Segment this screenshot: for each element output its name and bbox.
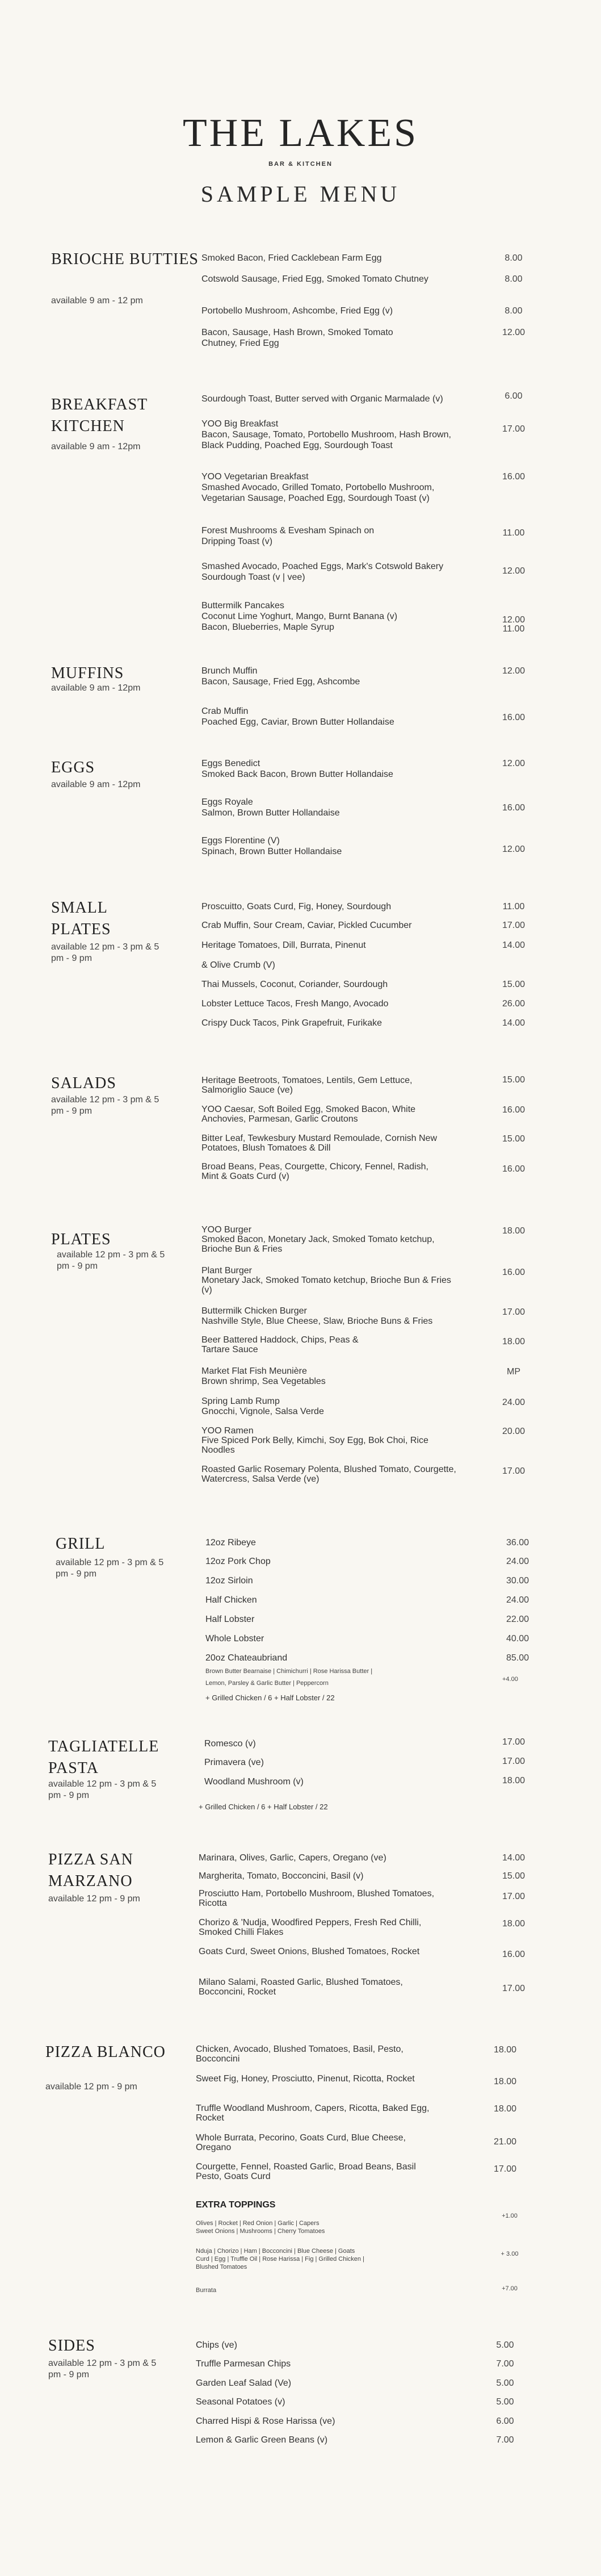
item-price: 14.00 <box>502 1018 526 1028</box>
item-price: +7.00 <box>502 2285 518 2292</box>
item-price: 36.00 <box>506 1538 529 1548</box>
item-price: 12.00 <box>502 615 526 625</box>
item-price: 24.00 <box>506 1557 529 1566</box>
menu-item: Brunch Muffin <box>201 666 258 676</box>
item-price: 17.00 <box>502 1307 526 1317</box>
menu-item: Roasted Garlic Rosemary Polenta, Blushed Tomato, Courgette, Watercress, Salsa Verde (ve) <box>201 1465 456 1484</box>
menu-item: Prosciutto Ham, Portobello Mushroom, Blushed Tomatoes, Ricotta <box>199 1889 435 1908</box>
section-availability: available 9 am - 12pm <box>51 442 141 451</box>
item-price: 18.00 <box>502 1226 526 1236</box>
extras-list: Sweet Onions | Mushrooms | Cherry Tomatoes <box>196 2228 325 2235</box>
item-price: +1.00 <box>502 2213 518 2219</box>
menu-item: Proscuitto, Goats Curd, Fig, Honey, Sourdough <box>201 902 392 911</box>
item-description: Five Spiced Pork Belly, Kimchi, Soy Egg, Bok Choi, Rice Noodles <box>201 1436 428 1455</box>
extras-list: Burrata <box>196 2287 217 2294</box>
menu-item: Eggs Benedict <box>201 759 260 768</box>
item-price: 8.00 <box>505 253 523 263</box>
item-price: 18.00 <box>493 2104 517 2114</box>
menu-item: Marinara, Olives, Garlic, Capers, Oregano (ve) <box>199 1853 386 1863</box>
menu-item: 20oz Chateaubriand <box>205 1653 288 1663</box>
menu-item: Chips (ve) <box>196 2340 237 2350</box>
item-price: 24.00 <box>506 1595 529 1605</box>
menu-item: Thai Mussels, Coconut, Coriander, Sourdough <box>201 980 388 989</box>
section-title-eggs: EGGS <box>51 759 95 776</box>
menu-item: YOO Ramen <box>201 1426 254 1436</box>
item-price: 5.00 <box>496 2397 514 2407</box>
menu-item: Woodland Mushroom (v) <box>204 1777 304 1787</box>
item-price: 18.00 <box>502 1919 526 1929</box>
item-price: 17.00 <box>502 921 526 930</box>
section-availability: available 12 pm - 3 pm & 5 pm - 9 pm <box>57 1250 165 1271</box>
item-price: 17.00 <box>502 1757 526 1766</box>
item-price: 18.00 <box>493 2045 517 2055</box>
item-price: +4.00 <box>502 1676 518 1683</box>
menu-item: Truffle Parmesan Chips <box>196 2359 291 2369</box>
menu-item: YOO Big Breakfast <box>201 419 279 429</box>
item-description: Bacon, Sausage, Fried Egg, Ashcombe <box>201 677 360 687</box>
section-availability: available 9 am - 12pm <box>51 683 141 693</box>
extras-list: Curd | Egg | Truffle Oil | Rose Harissa | Fig | Grilled Chicken | <box>196 2256 364 2263</box>
item-description: Nashville Style, Blue Cheese, Slaw, Brioche Buns & Fries <box>201 1316 433 1326</box>
item-price: 85.00 <box>506 1653 529 1663</box>
item-description: Smoked Back Bacon, Brown Butter Hollandaise <box>201 770 393 779</box>
menu-item: Sweet Fig, Honey, Prosciutto, Pinenut, Ricotta, Rocket <box>196 2074 415 2084</box>
menu-item: Portobello Mushroom, Ashcombe, Fried Egg (v) <box>201 306 393 316</box>
menu-item: Seasonal Potatoes (v) <box>196 2397 285 2407</box>
menu-item: Charred Hispi & Rose Harissa (ve) <box>196 2416 335 2426</box>
menu-item: Whole Burrata, Pecorino, Goats Curd, Blue Cheese, Oregano <box>196 2133 406 2152</box>
menu-item: Crab Muffin, Sour Cream, Caviar, Pickled Cucumber <box>201 921 412 930</box>
menu-item: Half Lobster <box>205 1615 255 1624</box>
item-description: Spinach, Brown Butter Hollandaise <box>201 847 342 856</box>
menu-title: SAMPLE MENU <box>200 181 401 207</box>
section-availability: available 12 pm - 9 pm <box>48 1894 140 1904</box>
item-price: 16.00 <box>502 803 526 813</box>
item-price: 22.00 <box>506 1615 529 1624</box>
item-price: 14.00 <box>502 940 526 950</box>
item-price: 30.00 <box>506 1576 529 1586</box>
item-price: + 3.00 <box>501 2251 519 2257</box>
item-description: Gnocchi, Vignole, Salsa Verde <box>201 1407 324 1416</box>
menu-item: Bacon, Sausage, Hash Brown, Smoked Tomato Chutney, Fried Egg <box>201 328 393 348</box>
item-price: 12.00 <box>502 328 526 337</box>
section-title-pizza-blanco: PIZZA BLANCO <box>45 2043 166 2061</box>
section-availability: available 9 am - 12pm <box>51 780 141 789</box>
section-title-brioche: BRIOCHE BUTTIES <box>51 250 199 268</box>
item-price: 16.00 <box>502 1164 526 1174</box>
menu-item: Cotswold Sausage, Fried Egg, Smoked Tomato Chutney <box>201 274 428 284</box>
menu-item: Garden Leaf Salad (Ve) <box>196 2378 292 2388</box>
menu-item: Sourdough Toast, Butter served with Organic Marmalade (v) <box>201 394 443 404</box>
sauces-list: Lemon, Parsley & Garlic Butter | Peppercorn <box>205 1680 329 1687</box>
section-availability: available 12 pm - 9 pm <box>45 2082 137 2092</box>
item-price: 24.00 <box>502 1398 526 1407</box>
menu-item: YOO Vegetarian Breakfast <box>201 472 309 482</box>
item-price: 7.00 <box>496 2359 514 2369</box>
item-price: MP <box>507 1367 520 1377</box>
item-price: 5.00 <box>496 2378 514 2388</box>
menu-item: Goats Curd, Sweet Onions, Blushed Tomatoes, Rocket <box>199 1947 420 1956</box>
menu-item: Chicken, Avocado, Blushed Tomatoes, Basil, Pesto, Bocconcini <box>196 2044 404 2064</box>
item-price: 16.00 <box>502 472 526 482</box>
menu-item: Eggs Florentine (V) <box>201 836 280 846</box>
item-description: Bacon, Blueberries, Maple Syrup <box>201 622 334 632</box>
item-description: Smashed Avocado, Grilled Tomato, Portobello Mushroom, Vegetarian Sausage, Poached Egg, Sourdough Toast (v) <box>201 483 435 503</box>
item-price: 18.00 <box>493 2077 517 2086</box>
extras-list: Olives | Rocket | Red Onion | Garlic | Capers <box>196 2220 320 2227</box>
item-price: 12.00 <box>502 844 526 854</box>
item-price: 11.00 <box>502 902 525 911</box>
section-availability: available 9 am - 12 pm <box>51 296 143 306</box>
item-price: 11.00 <box>502 528 525 538</box>
item-price: 16.00 <box>502 1105 526 1115</box>
brand-subtitle: BAR & KITCHEN <box>268 161 333 168</box>
menu-item: Spring Lamb Rump <box>201 1396 280 1406</box>
menu-item: Primavera (ve) <box>204 1758 264 1767</box>
addons-note: + Grilled Chicken / 6 + Half Lobster / 22 <box>205 1693 335 1702</box>
menu-item: Romesco (v) <box>204 1739 256 1749</box>
section-availability: available 12 pm - 3 pm & 5 pm - 9 pm <box>51 942 159 963</box>
item-description: Coconut Lime Yoghurt, Mango, Burnt Banana (v) <box>201 612 398 621</box>
brand-logo: THE LAKES <box>182 111 419 155</box>
section-availability: available 12 pm - 3 pm & 5 pm - 9 pm <box>56 1558 164 1579</box>
item-price: 15.00 <box>502 1075 526 1085</box>
section-title-plates: PLATES <box>51 1231 111 1248</box>
item-price: 15.00 <box>502 1871 526 1881</box>
item-price: 21.00 <box>493 2137 517 2147</box>
item-price: 14.00 <box>502 1853 526 1863</box>
section-title-grill: GRILL <box>56 1535 106 1553</box>
sauces-list: Brown Butter Bearnaise | Chimichurri | Rose Harissa Butter | <box>205 1668 373 1675</box>
section-title-small-plates: SMALL PLATES <box>51 899 111 938</box>
item-price: 26.00 <box>502 999 526 1009</box>
menu-item: Half Chicken <box>205 1595 257 1605</box>
menu-item: Milano Salami, Roasted Garlic, Blushed Tomatoes, Bocconcini, Rocket <box>199 1977 403 1997</box>
menu-item: 12oz Pork Chop <box>205 1557 271 1566</box>
item-price: 8.00 <box>505 274 523 284</box>
item-price: 11.00 <box>502 624 525 634</box>
item-description: Monetary Jack, Smoked Tomato ketchup, Brioche Bun & Fries (v) <box>201 1276 451 1295</box>
item-price: 15.00 <box>502 980 526 989</box>
section-availability: available 12 pm - 3 pm & 5 pm - 9 pm <box>48 1779 157 1800</box>
section-title-muffins: MUFFINS <box>51 664 124 682</box>
menu-item: YOO Burger <box>201 1225 252 1235</box>
item-description: Brown shrimp, Sea Vegetables <box>201 1377 326 1386</box>
item-price: 5.00 <box>496 2340 514 2350</box>
item-price: 8.00 <box>505 306 523 316</box>
menu-item: Eggs Royale <box>201 797 253 807</box>
item-price: 12.00 <box>502 566 526 576</box>
item-price: 15.00 <box>502 1134 526 1144</box>
menu-item: Smashed Avocado, Poached Eggs, Mark's Cotswold Bakery Sourdough Toast (v | vee) <box>201 562 444 582</box>
menu-item: 12oz Ribeye <box>205 1538 256 1548</box>
menu-item: Bitter Leaf, Tewkesbury Mustard Remoulade, Cornish New Potatoes, Blush Tomatoes & Dill <box>201 1134 437 1153</box>
item-description: Smoked Bacon, Monetary Jack, Smoked Tomato ketchup, Brioche Bun & Fries <box>201 1235 435 1254</box>
item-price: 20.00 <box>502 1427 526 1436</box>
menu-item: Beer Battered Haddock, Chips, Peas & Tartare Sauce <box>201 1335 359 1354</box>
extra-toppings-title: EXTRA TOPPINGS <box>196 2200 276 2210</box>
menu-item: Courgette, Fennel, Roasted Garlic, Broad Beans, Basil Pesto, Goats Curd <box>196 2162 416 2181</box>
item-description: Salmon, Brown Butter Hollandaise <box>201 808 340 818</box>
item-price: 17.00 <box>502 1984 526 1993</box>
item-price: 18.00 <box>502 1337 526 1346</box>
menu-item: Broad Beans, Peas, Courgette, Chicory, Fennel, Radish, Mint & Goats Curd (v) <box>201 1162 428 1181</box>
menu-item: Forest Mushrooms & Evesham Spinach on Dripping Toast (v) <box>201 526 375 546</box>
menu-item: Crab Muffin <box>201 706 249 716</box>
item-price: 12.00 <box>502 759 526 768</box>
item-price: 16.00 <box>502 1950 526 1959</box>
section-title-breakfast: BREAKFAST KITCHEN <box>51 396 148 435</box>
menu-item: Heritage Tomatoes, Dill, Burrata, Pinenut <box>201 940 366 950</box>
menu-item: Truffle Woodland Mushroom, Capers, Ricotta, Baked Egg, Rocket <box>196 2104 430 2123</box>
menu-item: Smoked Bacon, Fried Cacklebean Farm Egg <box>201 253 382 263</box>
item-price: 6.00 <box>496 2416 514 2426</box>
menu-item: YOO Caesar, Soft Boiled Egg, Smoked Bacon, White Anchovies, Parmesan, Garlic Croutons <box>201 1105 416 1124</box>
section-availability: available 12 pm - 3 pm & 5 pm - 9 pm <box>51 1095 159 1116</box>
item-price: 17.00 <box>502 1737 526 1747</box>
menu-item: Margherita, Tomato, Bocconcini, Basil (v) <box>199 1871 364 1881</box>
item-price: 17.00 <box>502 424 526 434</box>
menu-item: Crispy Duck Tacos, Pink Grapefruit, Furikake <box>201 1018 383 1028</box>
menu-item: Whole Lobster <box>205 1634 264 1644</box>
menu-item: Lobster Lettuce Tacos, Fresh Mango, Avocado <box>201 999 389 1009</box>
menu-item: & Olive Crumb (V) <box>201 960 275 970</box>
item-price: 17.00 <box>502 1892 526 1901</box>
menu-item: Buttermilk Pancakes <box>201 601 284 610</box>
item-price: 40.00 <box>506 1634 529 1644</box>
item-description: Poached Egg, Caviar, Brown Butter Hollandaise <box>201 717 394 727</box>
addons-note: + Grilled Chicken / 6 + Half Lobster / 22 <box>199 1803 328 1811</box>
item-price: 16.00 <box>502 1268 526 1277</box>
menu-item: Chorizo & 'Nudja, Woodfired Peppers, Fresh Red Chilli, Smoked Chilli Flakes <box>199 1918 422 1937</box>
item-description: Bacon, Sausage, Tomato, Portobello Mushroom, Hash Brown, Black Pudding, Poached Egg, Sourdough Toast <box>201 430 451 450</box>
item-price: 6.00 <box>505 391 523 401</box>
section-title-sides: SIDES <box>48 2337 95 2355</box>
menu-item: Heritage Beetroots, Tomatoes, Lentils, Gem Lettuce, Salmoriglio Sauce (ve) <box>201 1076 413 1095</box>
item-price: 18.00 <box>502 1776 526 1785</box>
item-price: 12.00 <box>502 666 526 676</box>
section-title-tagliatelle: TAGLIATELLE PASTA <box>48 1738 159 1777</box>
extras-list: Blushed Tomatoes <box>196 2264 247 2270</box>
item-price: 7.00 <box>496 2435 514 2445</box>
item-price: 16.00 <box>502 713 526 722</box>
menu-item: Market Flat Fish Meunière <box>201 1366 307 1376</box>
item-price: 17.00 <box>502 1466 526 1476</box>
menu-item: Lemon & Garlic Green Beans (v) <box>196 2435 328 2445</box>
section-title-pizza-marzano: PIZZA SAN MARZANO <box>48 1851 133 1890</box>
extras-list: Nduja | Chorizo | Ham | Bocconcini | Blue Cheese | Goats <box>196 2248 355 2255</box>
section-title-salads: SALADS <box>51 1074 116 1092</box>
item-price: 17.00 <box>493 2164 517 2174</box>
menu-item: Plant Burger <box>201 1266 252 1276</box>
menu-item: 12oz Sirloin <box>205 1576 253 1586</box>
menu-item: Buttermilk Chicken Burger <box>201 1306 307 1316</box>
section-availability: available 12 pm - 3 pm & 5 pm - 9 pm <box>48 2358 157 2380</box>
